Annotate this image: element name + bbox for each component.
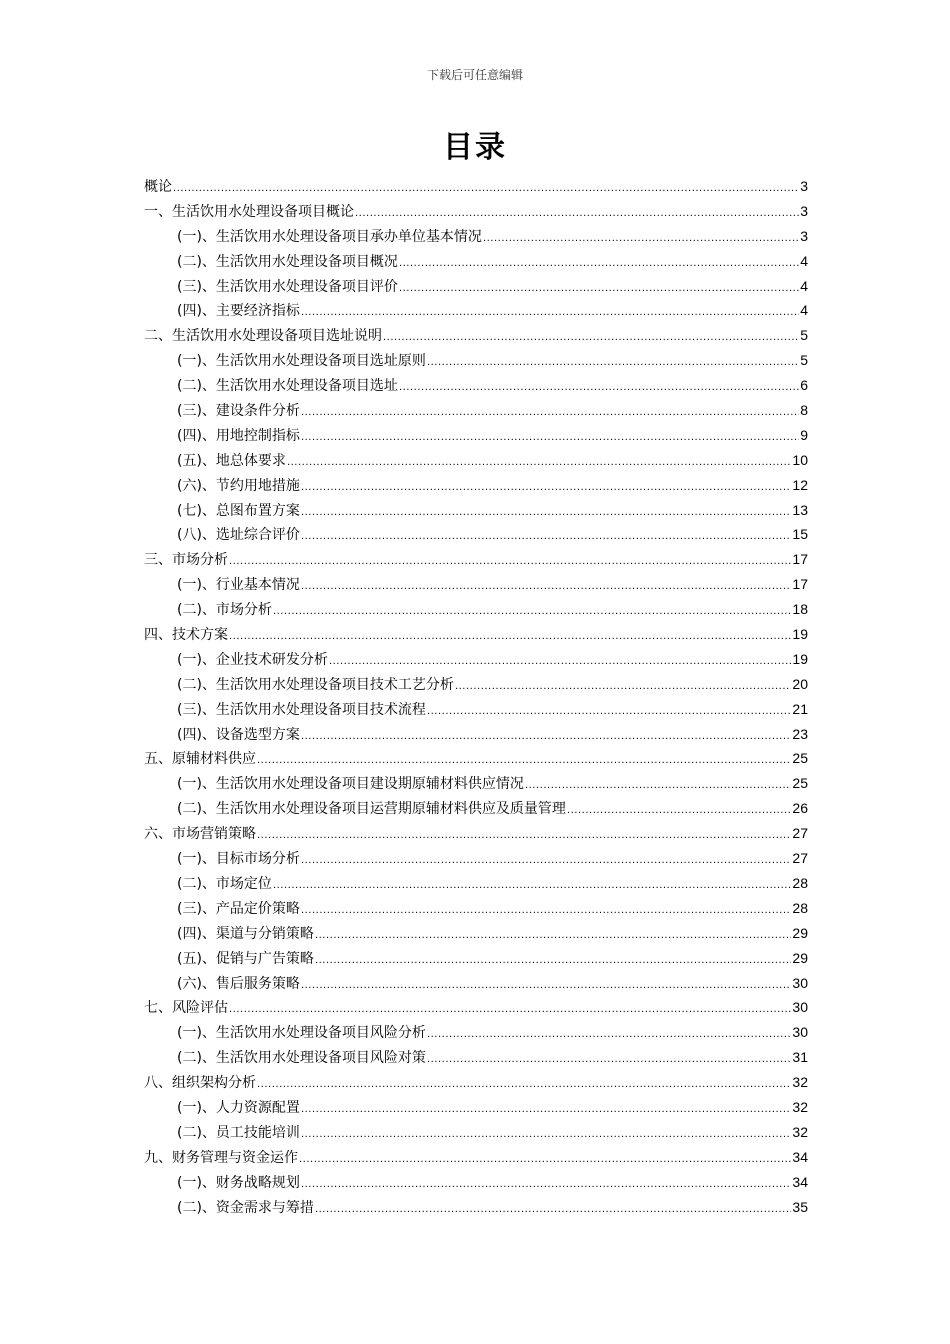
toc-entry-6[interactable] (144, 323, 808, 348)
toc-page-number: 29 (792, 924, 808, 941)
toc-dot-leader (329, 650, 791, 675)
toc-dot-leader (315, 949, 791, 974)
toc-page-number: 4 (800, 277, 808, 294)
toc-entry-label: (三)、建设条件分析 (177, 403, 300, 420)
toc-entry-label: (一)、生活饮用水处理设备项目风险分析 (177, 1025, 426, 1042)
toc-dot-leader (427, 1023, 791, 1048)
toc-entry-label: (六)、售后服务策略 (177, 975, 300, 992)
toc-dot-leader (301, 725, 791, 750)
toc-page-number: 9 (800, 426, 808, 443)
toc-entry-37[interactable] (144, 1095, 808, 1120)
toc-entry-label: (七)、总图布置方案 (177, 502, 300, 519)
toc-entry-label: (六)、节约用地措施 (177, 477, 300, 494)
toc-dot-leader (455, 675, 791, 700)
toc-entry-2[interactable] (144, 224, 808, 249)
toc-page-number: 34 (792, 1148, 808, 1165)
header-note: 下载后可任意编辑 (426, 68, 523, 82)
toc-entry-36[interactable] (144, 1070, 808, 1095)
toc-page-number: 20 (792, 675, 808, 692)
toc-dot-leader (399, 252, 799, 277)
toc-entry-22[interactable] (144, 722, 808, 747)
toc-entry-10[interactable] (144, 423, 808, 448)
toc-entry-25[interactable] (144, 796, 808, 821)
toc-entry-label: (五)、地总体要求 (177, 452, 286, 469)
toc-entry-label: (二)、市场分析 (177, 602, 272, 619)
toc-dot-leader (427, 1048, 791, 1073)
toc-page-number: 4 (800, 302, 808, 319)
toc-dot-leader (301, 301, 799, 326)
toc-entry-label: (二)、员工技能培训 (177, 1124, 300, 1141)
toc-dot-leader (315, 924, 791, 949)
toc-entry-18[interactable] (144, 622, 808, 647)
toc-page-number: 31 (792, 1049, 808, 1066)
toc-entry-label: (二)、生活饮用水处理设备项目选址 (177, 378, 398, 395)
toc-dot-leader (399, 277, 799, 302)
toc-entry-label: (一)、生活饮用水处理设备项目选址原则 (177, 353, 426, 370)
toc-page-number: 6 (800, 377, 808, 394)
toc-entry-label: (四)、用地控制指标 (177, 427, 300, 444)
toc-entry-label: (一)、行业基本情况 (177, 577, 300, 594)
toc-page-number: 32 (792, 1098, 808, 1115)
toc-page-number: 15 (792, 526, 808, 543)
toc-entry-21[interactable] (144, 697, 808, 722)
toc-entry-label: (三)、生活饮用水处理设备项目评价 (177, 278, 398, 295)
toc-entry-label: (四)、设备选型方案 (177, 726, 300, 743)
toc-page-number: 29 (792, 949, 808, 966)
toc-entry-24[interactable] (144, 771, 808, 796)
toc-dot-leader (301, 899, 791, 924)
toc-entry-label: 六、市场营销策略 (144, 826, 256, 843)
toc-entry-11[interactable] (144, 448, 808, 473)
toc-entry-0[interactable] (144, 174, 808, 199)
toc-page-number: 28 (792, 874, 808, 891)
toc-entry-40[interactable] (144, 1170, 808, 1195)
table-of-contents (144, 174, 808, 1219)
toc-entry-38[interactable] (144, 1120, 808, 1145)
toc-page-number: 26 (792, 800, 808, 817)
toc-page-number: 32 (792, 1074, 808, 1091)
toc-dot-leader (229, 998, 791, 1023)
toc-entry-7[interactable] (144, 348, 808, 373)
toc-dot-leader (301, 525, 791, 550)
toc-page-number: 34 (792, 1173, 808, 1190)
toc-entry-label: 二、生活饮用水处理设备项目选址说明 (144, 328, 382, 345)
toc-entry-label: (四)、主要经济指标 (177, 303, 300, 320)
toc-page-number: 3 (800, 178, 808, 194)
toc-entry-9[interactable] (144, 398, 808, 423)
toc-entry-label: (一)、生活饮用水处理设备项目建设期原辅材料供应情况 (177, 776, 524, 793)
toc-entry-label: (一)、企业技术研发分析 (177, 651, 328, 668)
toc-dot-leader (301, 426, 799, 451)
toc-entry-label: (一)、人力资源配置 (177, 1099, 300, 1116)
toc-entry-label: (三)、产品定价策略 (177, 900, 300, 917)
toc-entry-17[interactable] (144, 597, 808, 622)
toc-dot-leader (299, 1148, 791, 1173)
toc-entry-19[interactable] (144, 647, 808, 672)
toc-entry-label: 七、风险评估 (144, 1000, 228, 1017)
toc-dot-leader (301, 501, 791, 526)
toc-entry-26[interactable] (144, 821, 808, 846)
toc-dot-leader (301, 1098, 791, 1123)
toc-page-number: 12 (792, 476, 808, 493)
toc-entry-13[interactable] (144, 498, 808, 523)
toc-entry-20[interactable] (144, 672, 808, 697)
toc-dot-leader (173, 177, 799, 202)
toc-entry-label: (五)、促销与广告策略 (177, 950, 314, 967)
toc-entry-16[interactable] (144, 572, 808, 597)
toc-entry-34[interactable] (144, 1020, 808, 1045)
toc-entry-label: (二)、生活饮用水处理设备项目概况 (177, 253, 398, 270)
toc-page-number: 10 (792, 451, 808, 468)
toc-entry-8[interactable] (144, 373, 808, 398)
toc-entry-29[interactable] (144, 896, 808, 921)
toc-page-number: 21 (792, 700, 808, 717)
toc-entry-30[interactable] (144, 921, 808, 946)
toc-dot-leader (229, 625, 791, 650)
toc-page-number: 30 (792, 974, 808, 991)
toc-entry-label: 八、组织架构分析 (144, 1075, 256, 1092)
toc-entry-23[interactable] (144, 746, 808, 771)
toc-entry-label: 五、原辅材料供应 (144, 751, 256, 768)
toc-entry-label: (八)、选址综合评价 (177, 527, 300, 544)
toc-entry-label: (二)、市场定位 (177, 875, 272, 892)
toc-entry-14[interactable] (144, 522, 808, 547)
toc-entry-5[interactable] (144, 298, 808, 323)
toc-page-number: 4 (800, 252, 808, 269)
toc-page-number: 28 (792, 899, 808, 916)
toc-entry-label: 概论 (144, 179, 172, 195)
toc-entry-label: (三)、生活饮用水处理设备项目技术流程 (177, 701, 426, 718)
toc-entry-33[interactable] (144, 995, 808, 1020)
toc-page-number: 5 (800, 327, 808, 344)
toc-page-number: 13 (792, 501, 808, 518)
toc-dot-leader (301, 575, 791, 600)
toc-entry-label: (二)、生活饮用水处理设备项目风险对策 (177, 1050, 426, 1067)
toc-entry-label: 一、生活饮用水处理设备项目概论 (144, 203, 354, 220)
toc-entry-label: 三、市场分析 (144, 552, 228, 569)
toc-dot-leader (427, 700, 791, 725)
toc-page-number: 30 (792, 999, 808, 1016)
toc-dot-leader (301, 401, 799, 426)
toc-dot-leader (301, 849, 791, 874)
toc-entry-3[interactable] (144, 249, 808, 274)
toc-entry-27[interactable] (144, 846, 808, 871)
toc-page-number: 30 (792, 1024, 808, 1041)
toc-entry-label: (一)、财务战略规划 (177, 1174, 300, 1191)
toc-dot-leader (525, 774, 791, 799)
page-title: 目录 (443, 130, 507, 165)
toc-entry-label: 九、财务管理与资金运作 (144, 1149, 298, 1166)
toc-page-number: 3 (800, 227, 808, 244)
toc-dot-leader (301, 1123, 791, 1148)
toc-entry-28[interactable] (144, 871, 808, 896)
toc-entry-31[interactable] (144, 946, 808, 971)
toc-entry-label: (二)、生活饮用水处理设备项目运营期原辅材料供应及质量管理 (177, 801, 566, 818)
toc-entry-35[interactable] (144, 1045, 808, 1070)
toc-page-number: 18 (792, 601, 808, 618)
toc-dot-leader (301, 974, 791, 999)
toc-entry-label: 四、技术方案 (144, 627, 228, 644)
toc-dot-leader (257, 824, 791, 849)
toc-page-number: 27 (792, 850, 808, 867)
toc-dot-leader (567, 799, 791, 824)
toc-dot-leader (483, 227, 799, 252)
toc-dot-leader (355, 202, 799, 227)
toc-dot-leader (301, 1173, 791, 1198)
toc-entry-label: (一)、目标市场分析 (177, 851, 300, 868)
toc-dot-leader (257, 1073, 791, 1098)
toc-entry-label: (二)、生活饮用水处理设备项目技术工艺分析 (177, 676, 454, 693)
toc-dot-leader (427, 351, 799, 376)
toc-entry-39[interactable] (144, 1145, 808, 1170)
toc-page-number: 5 (800, 352, 808, 369)
toc-page-number: 23 (792, 725, 808, 742)
toc-page-number: 17 (792, 576, 808, 593)
toc-entry-label: (二)、资金需求与筹措 (177, 1199, 314, 1216)
toc-entry-15[interactable] (144, 547, 808, 572)
toc-page-number: 25 (792, 750, 808, 767)
toc-entry-12[interactable] (144, 473, 808, 498)
toc-dot-leader (273, 600, 791, 625)
toc-page-number: 19 (792, 626, 808, 643)
toc-entry-label: (一)、生活饮用水处理设备项目承办单位基本情况 (177, 228, 482, 245)
toc-dot-leader (301, 476, 791, 501)
toc-entry-1[interactable] (144, 199, 808, 224)
toc-page-number: 25 (792, 775, 808, 792)
toc-page-number: 8 (800, 402, 808, 419)
toc-page-number: 35 (792, 1198, 808, 1215)
toc-dot-leader (273, 874, 791, 899)
toc-page-number: 32 (792, 1123, 808, 1140)
toc-entry-32[interactable] (144, 971, 808, 996)
toc-dot-leader (257, 749, 791, 774)
toc-entry-41[interactable] (144, 1195, 808, 1220)
toc-entry-4[interactable] (144, 274, 808, 299)
toc-dot-leader (383, 326, 799, 351)
toc-page-number: 27 (792, 825, 808, 842)
toc-dot-leader (229, 550, 791, 575)
toc-entry-label: (四)、渠道与分销策略 (177, 925, 314, 942)
toc-dot-leader (315, 1198, 791, 1223)
toc-dot-leader (287, 451, 791, 476)
toc-page-number: 19 (792, 650, 808, 667)
toc-page-number: 3 (800, 202, 808, 219)
toc-dot-leader (399, 376, 799, 401)
toc-page-number: 17 (792, 551, 808, 568)
